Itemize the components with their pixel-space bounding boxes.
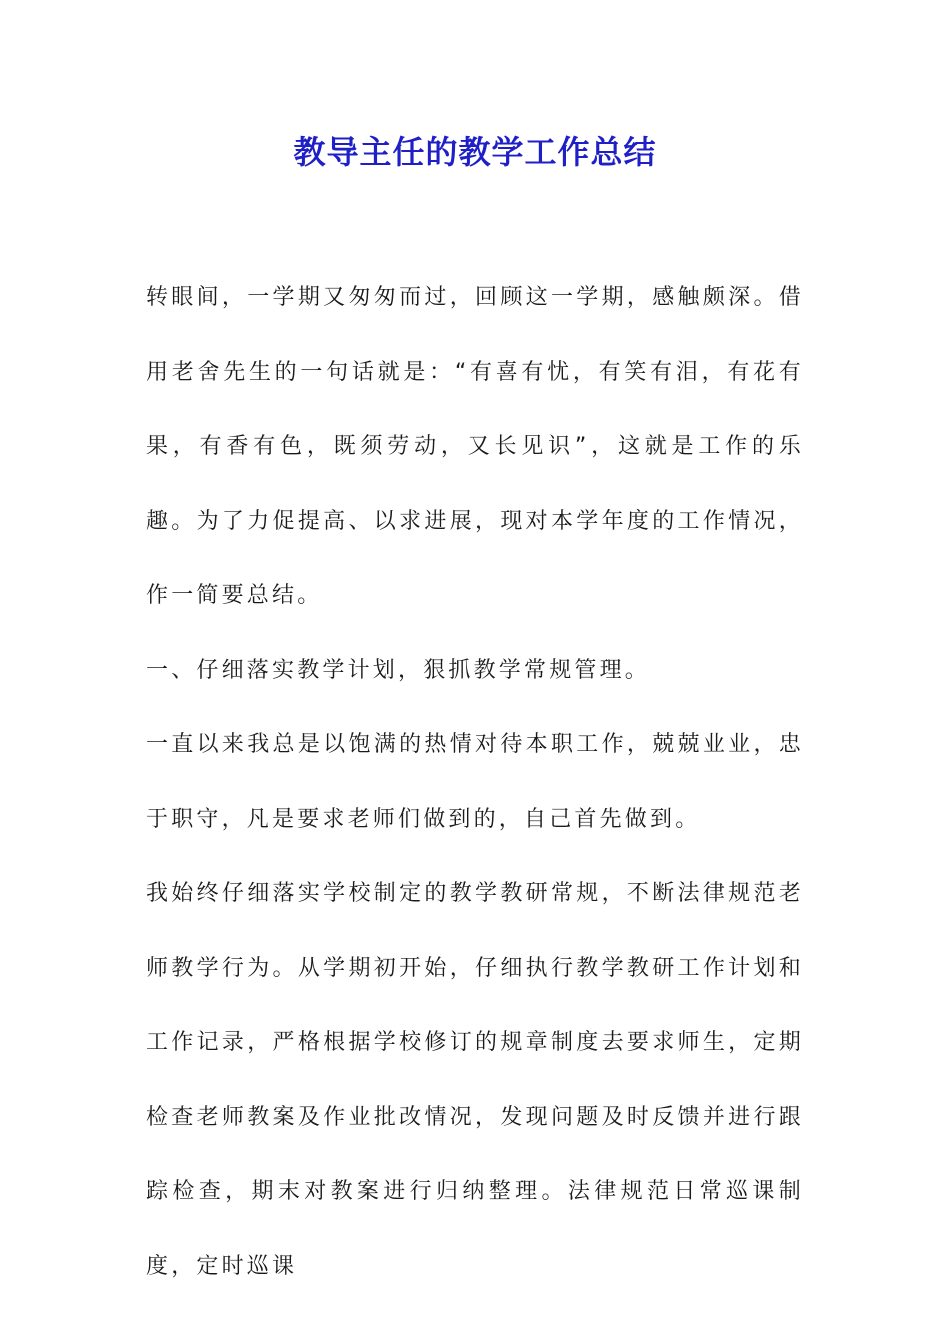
document-title: 教导主任的教学工作总结 bbox=[293, 133, 657, 171]
document-body bbox=[146, 261, 804, 1304]
paragraph-dedication: 一直以来我总是以饱满的热情对待本职工作，兢兢业业，忠于职守，凡是要求老师们做到的，自己首先做到。 bbox=[146, 732, 804, 832]
section-heading-1: 一、仔细落实教学计划，狠抓教学常规管理。 bbox=[146, 657, 651, 683]
paragraph-routine-management: 我始终仔细落实学校制定的教学教研常规，不断法律规范老师教学行为。从学期初开始，仔细执行教学教研工作计划和工作记录，严格根据学校修订的规章制度去要求师生，定期检查老师教案及作业批改情况，发现问题及时反馈并进行跟踪检查，期末对教案进行归纳整理。法律规范日常巡课制度，定时巡课 bbox=[146, 881, 804, 1279]
paragraph-intro: 转眼间，一学期又匆匆而过，回顾这一学期，感触颇深。借用老舍先生的一句话就是：“有喜有忧，有笑有泪，有花有果，有香有色，既须劳动，又长见识”，这就是工作的乐趣。为了力促提高、以求进展，现对本学年度的工作情况，作一简要总结。 bbox=[146, 285, 804, 608]
